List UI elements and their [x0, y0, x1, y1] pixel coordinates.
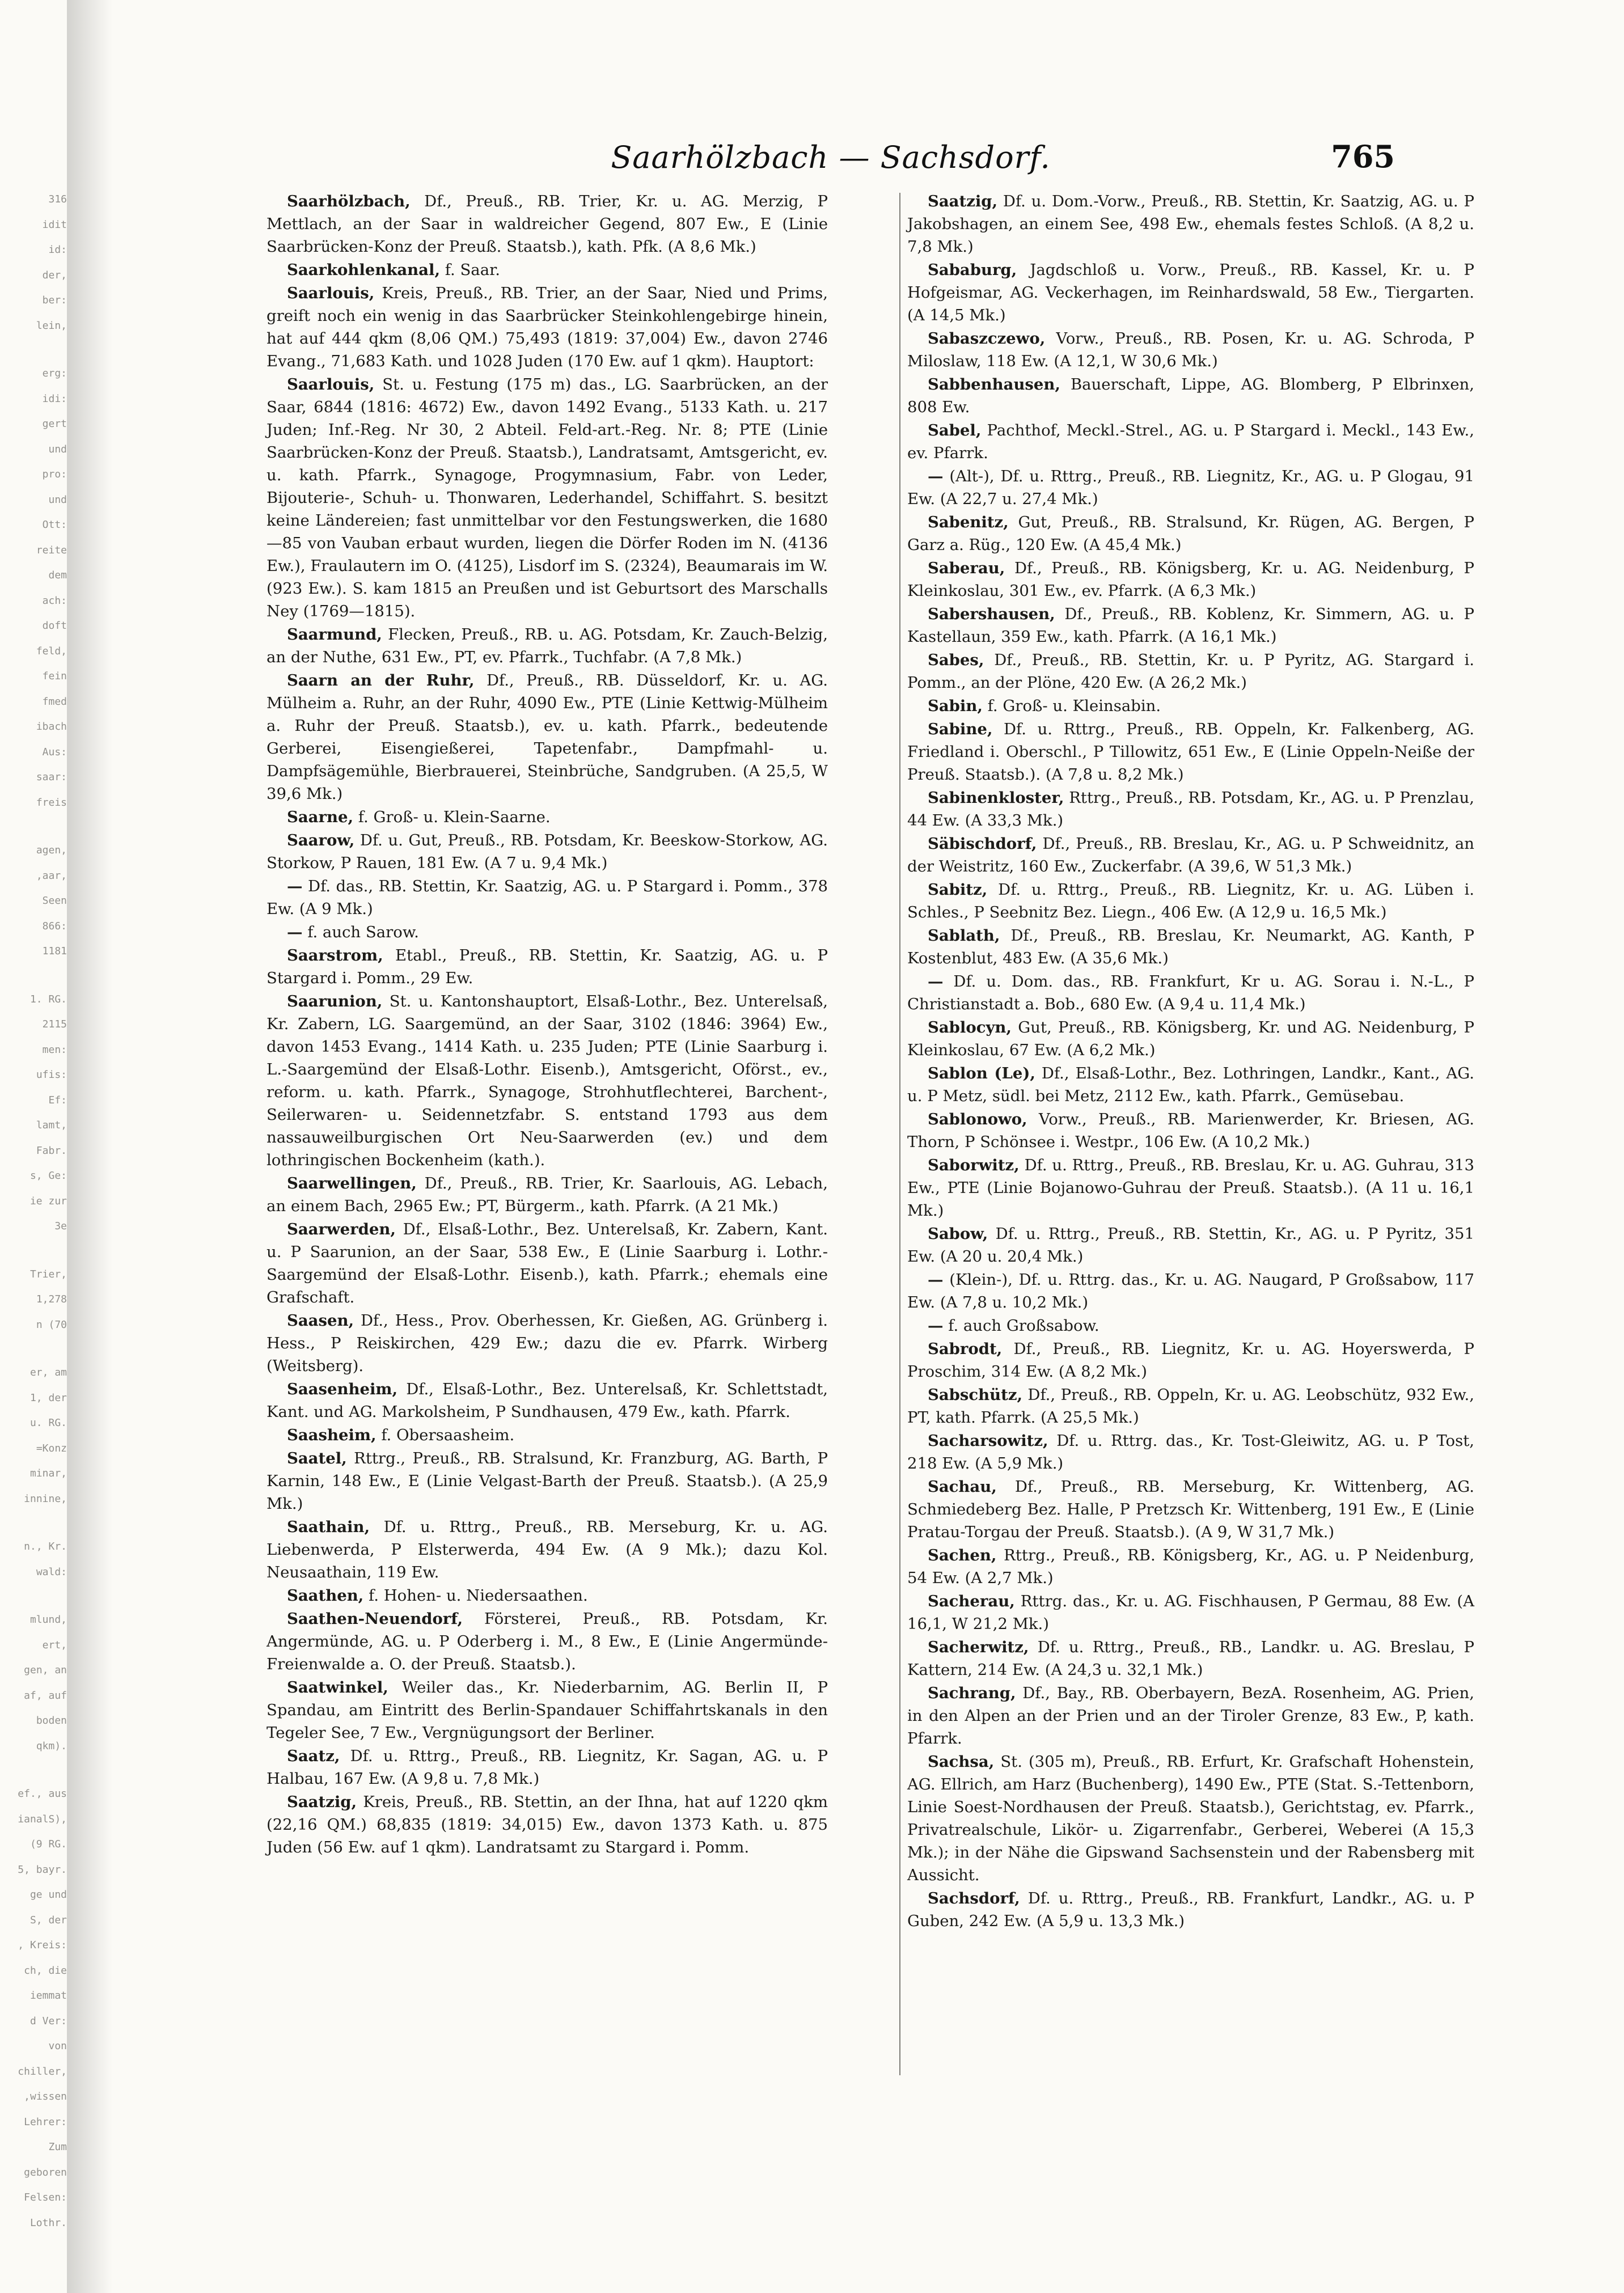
gazetteer-entry — [907, 649, 1474, 694]
entry-headword: Sabershausen, — [928, 605, 1055, 623]
margin-fragment: fein — [42, 670, 67, 682]
gazetteer-entry — [267, 259, 828, 281]
margin-fragment: d Ver: — [29, 2015, 67, 2027]
entry-headword: Saarne, — [287, 808, 354, 826]
gazetteer-entry — [907, 1108, 1474, 1153]
margin-fragment: doft — [42, 620, 67, 632]
margin-fragment: iemmat — [29, 1990, 67, 2002]
entry-headword: Saatzig, — [287, 1793, 357, 1811]
gazetteer-entry — [907, 832, 1474, 878]
gazetteer-entry — [907, 327, 1474, 373]
entry-text: f. Groß- u. Kleinsabin. — [982, 697, 1161, 715]
margin-fragment: Fabr. — [36, 1144, 67, 1157]
entry-text: Df., Elsaß-Lothr., Bez. Unterelsaß, Kr. Zabern, Kant. u. P Saarunion, an der Saar, 538 Ew., E (Linie Saarburg i. Lothr.-Saargemünd der Elsaß-Lothr. Eisenb.), kath. Pfarrk.; ehemals eine Grafschaft. — [267, 1220, 828, 1306]
entry-text: Df. u. Rttrg., Preuß., RB., Landkr. u. AG. Breslau, P Kattern, 214 Ew. (A 24,3 u. 32,1 Mk.) — [907, 1638, 1474, 1679]
margin-fragment: 316 — [48, 193, 67, 205]
gazetteer-entry — [267, 1218, 828, 1309]
margin-fragment: qkm). — [36, 1740, 67, 1752]
margin-fragment: freis — [36, 796, 67, 809]
entry-headword: Sachsdorf, — [928, 1889, 1020, 1907]
margin-fragment: ach: — [42, 594, 67, 607]
gazetteer-entry — [907, 465, 1474, 510]
entry-headword: Saatel, — [287, 1449, 347, 1467]
margin-fragment: Ott: — [42, 519, 67, 531]
gazetteer-entry — [907, 1475, 1474, 1543]
margin-fragment: s, Ge: — [29, 1170, 67, 1182]
margin-fragment: =Konz — [36, 1442, 67, 1454]
margin-fragment: 3e — [54, 1220, 67, 1232]
entry-text: Rttrg., Preuß., RB. Königsberg, Kr., AG. u. P Neidenburg, 54 Ew. (A 2,7 Mk.) — [907, 1546, 1474, 1587]
entry-headword: Sabes, — [928, 651, 984, 669]
margin-fragment: , Kreis: — [18, 1939, 67, 1951]
entry-text: Vorw., Preuß., RB. Posen, Kr. u. AG. Schroda, P Miloslaw, 118 Ew. (A 12,1, W 30,6 Mk.) — [907, 329, 1474, 370]
entry-headword: Sachsa, — [928, 1753, 995, 1771]
entry-text: Kreis, Preuß., RB. Trier, an der Saar, Nied und Prims, greift noch ein wenig in das Saarbrücker Steinkohlengebirge hinein, hat auf 444 qkm (8,06 QM.) 75,493 (1819: 37,004) Ew., davon 2746 Evang., 71,683 Kath. und 1028 Juden (170 Ew. auf 1 qkm). Hauptort: — [267, 284, 828, 370]
entry-headword: Saarlouis, — [287, 284, 375, 302]
gazetteer-entry — [267, 1447, 828, 1515]
entry-text: f. Saar. — [440, 261, 500, 279]
entry-headword: — — [287, 877, 303, 895]
entry-text: Rttrg. das., Kr. u. AG. Fischhausen, P Germau, 88 Ew. (A 16,1, W 21,2 Mk.) — [907, 1592, 1474, 1633]
entry-headword: Saathen, — [287, 1587, 364, 1605]
margin-fragment: feld, — [36, 645, 67, 657]
gazetteer-entry — [267, 1378, 828, 1423]
entry-headword: Säbischdorf, — [928, 835, 1037, 853]
margin-fragment: chiller, — [18, 2065, 67, 2078]
margin-fragment: men: — [42, 1043, 67, 1056]
entry-text: Gut, Preuß., RB. Königsberg, Kr. und AG. Neidenburg, P Kleinkoslau, 67 Ew. (A 6,2 Mk.) — [907, 1018, 1474, 1059]
entry-text: (Alt-), Df. u. Rttrg., Preuß., RB. Liegnitz, Kr., AG. u. P Glogau, 91 Ew. (A 22,7 u. 27,4 Mk.) — [907, 467, 1474, 508]
gazetteer-entry — [907, 1384, 1474, 1429]
gazetteer-entry — [907, 1154, 1474, 1222]
entry-text: Df. u. Rttrg., Preuß., RB. Oppeln, Kr. Falkenberg, AG. Friedland i. Oberschl., P Tillowitz, 651 Ew., E (Linie Oppeln-Neiße der Preuß. Staatsb.). (A 7,8 u. 8,2 Mk.) — [907, 720, 1474, 784]
entry-text: Df., Preuß., RB. Düsseldorf, Kr. u. AG. Mülheim a. Ruhr, an der Ruhr, 4090 Ew., PTE (Linie Kettwig-Mülheim a. Ruhr der Preuß. Staatsb.), ev. u. kath. Pfarrk., bedeutende Gerberei, Eisengießerei, Tapetenfabr., Dampfmahl- u. Dampfsägemühle, Bierbrauerei, Steinbrüche, Sandgruben. (A 25,5, W 39,6 Mk.) — [267, 671, 828, 803]
entry-headword: Saarstrom, — [287, 946, 383, 964]
margin-fragment — [0, 1338, 67, 1360]
entry-headword: Sablocyn, — [928, 1018, 1012, 1036]
margin-fragment — [0, 964, 67, 987]
entry-headword: — — [287, 923, 303, 941]
entry-headword: Saasen, — [287, 1312, 354, 1330]
entry-text: Df., Preuß., RB. Koblenz, Kr. Simmern, AG. u. P Kastellaun, 359 Ew., kath. Pfarrk. (A 16,1 Mk.) — [907, 605, 1474, 646]
entry-headword: Saasheim, — [287, 1426, 377, 1444]
entry-headword: Saarunion, — [287, 992, 383, 1010]
entry-headword: Sablath, — [928, 926, 1000, 945]
margin-fragment: ibach — [36, 721, 67, 733]
margin-fragment: Seen — [42, 895, 67, 907]
margin-fragment: u. RG. — [29, 1417, 67, 1429]
entry-headword: Sabschütz, — [928, 1386, 1023, 1404]
gazetteer-entry — [907, 259, 1474, 327]
entry-headword: Sabbenhausen, — [928, 375, 1060, 394]
entry-text: Df., Elsaß-Lothr., Bez. Unterelsaß, Kr. Schlettstadt, Kant. und AG. Markolsheim, P Sundhausen, 479 Ew., kath. Pfarrk. — [267, 1380, 828, 1421]
margin-fragment: ie zur — [29, 1195, 67, 1207]
entry-headword: Sabrodt, — [928, 1340, 1003, 1358]
margin-fragment: 1, der — [29, 1391, 67, 1404]
margin-fragment — [0, 1239, 67, 1262]
margin-fragment: 2115 — [42, 1018, 67, 1030]
running-head: Saarhölzbach — Sachsdorf. — [611, 139, 1051, 175]
gazetteer-entry — [267, 1791, 828, 1859]
entry-text: Gut, Preuß., RB. Stralsund, Kr. Rügen, AG. Bergen, P Garz a. Rüg., 120 Ew. (A 45,4 Mk.) — [907, 513, 1474, 554]
entry-text: Försterei, Preuß., RB. Potsdam, Kr. Angermünde, AG. u. P Oderberg i. M., 8 Ew., E (Linie Angermünde-Freienwalde a. O. der Preuß. Staatsb.). — [267, 1610, 828, 1673]
margin-fragment — [0, 1759, 67, 1782]
entry-headword: Saatwinkel, — [287, 1678, 388, 1697]
entry-headword: Sabine, — [928, 720, 993, 738]
margin-fragment: Ef: — [48, 1094, 67, 1106]
gazetteer-entry — [267, 1607, 828, 1676]
margin-fragment — [0, 339, 67, 361]
margin-fragment — [0, 1585, 67, 1607]
entry-text: Df. u. Dom.-Vorw., Preuß., RB. Stettin, Kr. Saatzig, AG. u. P Jakobshagen, an einem See, 498 Ew., ehemals festes Schloß. (A 8,2 u. 7,8 Mk.) — [907, 192, 1474, 256]
entry-text: Df., Preuß., RB. Trier, Kr. u. AG. Merzig, P Mettlach, an der Saar in waldreicher Gegend, 807 Ew., E (Linie Saarbrücken-Konz der Preuß. Staatsb.), kath. Pfk. (A 8,6 Mk.) — [267, 192, 828, 256]
entry-text: Df. u. Rttrg., Preuß., RB. Breslau, Kr. u. AG. Guhrau, 313 Ew., PTE (Linie Bojanowo-Guhrau der Preuß. Staatsb.). (A 11 u. 16,1 Mk.) — [907, 1156, 1474, 1220]
gazetteer-entry — [267, 1516, 828, 1584]
margin-fragment: 5, bayr. — [18, 1863, 67, 1876]
entry-headword: Saborwitz, — [928, 1156, 1020, 1174]
entry-headword: Saarhölzbach, — [287, 192, 411, 210]
entry-text: Df. das., RB. Stettin, Kr. Saatzig, AG. u. P Stargard i. Pomm., 378 Ew. (A 9 Mk.) — [267, 877, 828, 918]
margin-fragment: 1. RG. — [29, 993, 67, 1005]
entry-text: Df., Preuß., RB. Stettin, Kr. u. P Pyritz, AG. Stargard i. Pomm., an der Plöne, 420 Ew. (A 26,2 Mk.) — [907, 651, 1474, 692]
entry-text: Rttrg., Preuß., RB. Stralsund, Kr. Franzburg, AG. Barth, P Karnin, 148 Ew., E (Linie Velgast-Barth der Preuß. Staatsb.). (A 25,9 Mk.) — [267, 1449, 828, 1513]
gazetteer-entry — [907, 878, 1474, 924]
entry-text: Df., Elsaß-Lothr., Bez. Lothringen, Landkr., Kant., AG. u. P Metz, südl. bei Metz, 2112 Ew., kath. Pfarrk., Gemüsebau. — [907, 1064, 1474, 1105]
entry-headword: Saatz, — [287, 1747, 340, 1765]
gazetteer-entry — [907, 1544, 1474, 1589]
entry-text: Df., Preuß., RB. Liegnitz, Kr. u. AG. Hoyerswerda, P Proschim, 314 Ew. (A 8,2 Mk.) — [907, 1340, 1474, 1381]
entry-text: f. auch Großsabow. — [943, 1317, 1099, 1335]
gazetteer-entry — [267, 373, 828, 623]
gazetteer-entry — [907, 511, 1474, 556]
entry-text: f. Groß- u. Klein-Saarne. — [353, 808, 551, 826]
margin-fragment: Felsen: — [24, 2192, 67, 2203]
gutter-shadow — [67, 0, 112, 2293]
entry-headword: Sabaszczewo, — [928, 329, 1046, 348]
entry-headword: Sababurg, — [928, 261, 1017, 279]
margin-fragment: ufis: — [36, 1069, 67, 1081]
entry-headword: Sacharsowitz, — [928, 1432, 1048, 1450]
entry-headword: Sablonowo, — [928, 1110, 1027, 1128]
entry-headword: Sabow, — [928, 1225, 988, 1243]
entry-headword: Saarwellingen, — [287, 1174, 417, 1192]
gazetteer-entry — [907, 1636, 1474, 1681]
margin-fragment: Lehrer: — [24, 2116, 67, 2128]
margin-fragment: ert, — [42, 1639, 67, 1651]
margin-fragment: n (70 — [36, 1318, 67, 1331]
margin-fragment: 866: — [42, 920, 67, 932]
margin-fragment: geboren — [24, 2166, 67, 2178]
entry-text: Df., Bay., RB. Oberbayern, BezA. Rosenheim, AG. Prien, in den Alpen an der Prien und an der Tiroler Grenze, 83 Ew., P, kath. Pfarrk. — [907, 1684, 1474, 1748]
entry-text: f. Obersaasheim. — [376, 1426, 515, 1444]
margin-fragment: wald: — [36, 1566, 67, 1578]
entry-text: Df. u. Rttrg., Preuß., RB. Merseburg, Kr. u. AG. Liebenwerda, P Elsterwerda, 494 Ew. (A 9 Mk.); dazu Kol. Neusaathain, 119 Ew. — [267, 1518, 828, 1581]
margin-fragment: boden — [36, 1715, 67, 1727]
gazetteer-entry — [907, 718, 1474, 786]
margin-fragment: pro: — [42, 468, 67, 480]
gazetteer-entry — [267, 875, 828, 920]
entry-text: f. Hohen- u. Niedersaathen. — [363, 1587, 588, 1605]
entry-headword: Saasenheim, — [287, 1380, 398, 1398]
margin-fragment: ef., aus — [18, 1788, 67, 1800]
entry-headword: Saatzig, — [928, 192, 998, 210]
entry-text: Df., Preuß., RB. Königsberg, Kr. u. AG. Neidenburg, P Kleinkoslau, 301 Ew., ev. Pfarrk. (A 6,3 Mk.) — [907, 559, 1474, 600]
gazetteer-entry — [267, 921, 828, 944]
margin-fragment: von — [48, 2040, 67, 2052]
gazetteer-entry — [907, 557, 1474, 602]
entry-text: Df., Preuß., RB. Trier, Kr. Saarlouis, AG. Lebach, an einem Bach, 2965 Ew.; PT, Bürgerm., kath. Pfarrk. (A 21 Mk.) — [267, 1174, 828, 1215]
entry-headword: Sacherwitz, — [928, 1638, 1029, 1656]
entry-headword: Sachau, — [928, 1478, 997, 1496]
entry-text: Df., Preuß., RB. Oppeln, Kr. u. AG. Leobschütz, 932 Ew., PT, kath. Pfarrk. (A 25,5 Mk.) — [907, 1386, 1474, 1427]
entry-text: Df. u. Dom. das., RB. Frankfurt, Kr u. AG. Sorau i. N.-L., P Christianstadt a. Bob., 680 Ew. (A 9,4 u. 11,4 Mk.) — [907, 972, 1474, 1013]
gazetteer-entry — [907, 695, 1474, 717]
entry-headword: Saarmund, — [287, 625, 382, 644]
gazetteer-entry — [267, 1309, 828, 1377]
entry-text: Flecken, Preuß., RB. u. AG. Potsdam, Kr. Zauch-Belzig, an der Nuthe, 631 Ew., PT, ev. Pfarrk., Tuchfabr. (A 7,8 Mk.) — [267, 625, 828, 666]
margin-fragment: n., Kr. — [24, 1541, 67, 1552]
margin-fragment: erg: — [42, 367, 67, 379]
entry-text: f. auch Sarow. — [302, 923, 419, 941]
margin-fragment: id: — [48, 244, 67, 256]
entry-text: St. u. Kantonshauptort, Elsaß-Lothr., Bez. Unterelsaß, Kr. Zabern, LG. Saargemünd, an der Saar, 3102 (1846: 3964) Ew., davon 1453 Evang., 1414 Kath. u. 235 Juden; PTE (Linie Saarburg i. L.-Saargemünd der Elsaß-Lothr. Eisenb.), Amtsgericht, Oförst., ev., reform. u. kath. Pfarrk., Synagoge, Strohhutflechterei, Barchent-, Seilerwaren- u. Seidennetzfabr. S. entstand 1793 aus dem nassauweilburgischen Ort Neu-Saarwerden (ev.) und dem lothringischen Bockenheim (kath.). — [267, 992, 828, 1169]
entry-text: Df. u. Rttrg., Preuß., RB. Frankfurt, Landkr., AG. u. P Guben, 242 Ew. (A 5,9 u. 13,3 Mk.) — [907, 1889, 1474, 1930]
gazetteer-entry — [907, 419, 1474, 464]
gazetteer-entry — [267, 990, 828, 1171]
gazetteer-entry — [267, 806, 828, 828]
gazetteer-entry — [907, 970, 1474, 1016]
margin-fragment: minar, — [29, 1467, 67, 1479]
entry-headword: Sachen, — [928, 1546, 997, 1564]
entry-text: Jagdschloß u. Vorw., Preuß., RB. Kassel, Kr. u. P Hofgeismar, AG. Veckerhagen, im Reinhardswald, 58 Ew., Tiergarten. (A 14,5 Mk.) — [907, 261, 1474, 324]
entry-text: (Klein-), Df. u. Rttrg. das., Kr. u. AG. Naugard, P Großsabow, 117 Ew. (A 7,8 u. 10,2 Mk.) — [907, 1271, 1474, 1312]
margin-fragment: lamt, — [36, 1119, 67, 1131]
margin-fragment: reite — [36, 544, 67, 556]
gazetteer-entry — [907, 1062, 1474, 1107]
gazetteer-entry — [907, 1590, 1474, 1635]
margin-fragment: Trier, — [29, 1268, 67, 1280]
gazetteer-entry — [267, 1424, 828, 1446]
facing-page-margin — [0, 187, 67, 2229]
margin-fragment: idi: — [42, 392, 67, 405]
gazetteer-entry — [267, 1676, 828, 1744]
entry-text: Df. u. Rttrg., Preuß., RB. Liegnitz, Kr. Sagan, AG. u. P Halbau, 167 Ew. (A 9,8 u. 7,8 Mk.) — [267, 1747, 828, 1788]
entry-headword: Saarn an der Ruhr, — [287, 671, 475, 689]
margin-fragment: 1181 — [42, 945, 67, 957]
left-column — [267, 190, 828, 2192]
column-rule — [899, 193, 900, 2075]
entry-text: Bauerschaft, Lippe, AG. Blomberg, P Elbrinxen, 808 Ew. — [907, 375, 1474, 416]
entry-headword: Sabenitz, — [928, 513, 1009, 531]
gazetteer-entry — [907, 1429, 1474, 1475]
margin-fragment — [0, 815, 67, 838]
gazetteer-entry — [907, 1016, 1474, 1061]
entry-text: Df., Hess., Prov. Oberhessen, Kr. Gießen, AG. Grünberg i. Hess., P Reiskirchen, 429 Ew.; dazu die ev. Pfarrk. Wirberg (Weitsberg). — [267, 1312, 828, 1375]
margin-fragment: gen, an — [24, 1664, 67, 1676]
entry-headword: Sabel, — [928, 421, 982, 439]
gazetteer-entry — [267, 1584, 828, 1607]
gazetteer-entry — [267, 669, 828, 805]
entry-text: Df. u. Gut, Preuß., RB. Potsdam, Kr. Beeskow-Storkow, AG. Storkow, P Rauen, 181 Ew. (A 7 u. 9,4 Mk.) — [267, 831, 828, 872]
entry-text: Etabl., Preuß., RB. Stettin, Kr. Saatzig, AG. u. P Stargard i. Pomm., 29 Ew. — [267, 946, 828, 987]
entry-headword: Sablon (Le), — [928, 1064, 1035, 1082]
margin-fragment: ge und — [29, 1889, 67, 1901]
gazetteer-entry — [907, 1314, 1474, 1337]
margin-fragment: Lothr. — [29, 2216, 67, 2229]
margin-fragment: er, am — [29, 1367, 67, 1378]
margin-fragment: ber: — [42, 294, 67, 306]
entry-text: Kreis, Preuß., RB. Stettin, an der Ihna, hat auf 1220 qkm (22,16 QM.) 68,835 (1819: 34,015) Ew., davon 1373 Kath. u. 875 Juden (56 Ew. auf 1 qkm). Landratsamt zu Stargard i. Pomm. — [267, 1793, 828, 1856]
margin-fragment: ,aar, — [36, 869, 67, 882]
margin-fragment: ianalS), — [18, 1813, 67, 1825]
page-header — [267, 138, 1395, 184]
entry-headword: Sabitz, — [928, 881, 988, 899]
gazetteer-entry — [267, 190, 828, 258]
entry-headword: Sachrang, — [928, 1684, 1016, 1702]
margin-fragment: af, auf — [24, 1689, 67, 1702]
page-number: 765 — [1331, 138, 1395, 175]
entry-text: Vorw., Preuß., RB. Marienwerder, Kr. Briesen, AG. Thorn, P Schönsee i. Westpr., 106 Ew. (A 10,2 Mk.) — [907, 1110, 1474, 1151]
margin-fragment: S, der — [29, 1914, 67, 1926]
margin-fragment: (9 RG. — [29, 1838, 67, 1850]
entry-headword: Saarow, — [287, 831, 355, 849]
gazetteer-entry — [267, 944, 828, 989]
margin-fragment: und — [48, 493, 67, 506]
margin-fragment: agen, — [36, 844, 67, 856]
gazetteer-entry — [907, 373, 1474, 418]
gazetteer-entry — [907, 1338, 1474, 1383]
entry-headword: — — [928, 972, 944, 991]
entry-text: Df. u. Rttrg., Preuß., RB. Stettin, Kr., AG. u. P Pyritz, 351 Ew. (A 20 u. 20,4 Mk.) — [907, 1225, 1474, 1266]
gazetteer-entry — [907, 924, 1474, 970]
margin-fragment: der, — [42, 269, 67, 281]
entry-text: Df. u. Rttrg. das., Kr. Tost-Gleiwitz, AG. u. P Tost, 218 Ew. (A 5,9 Mk.) — [907, 1432, 1474, 1473]
entry-text: Df., Preuß., RB. Merseburg, Kr. Wittenberg, AG. Schmiedeberg Bez. Halle, P Pretzsch Kr. Wittenberg, 191 Ew., E (Linie Pratau-Torgau der Preuß. Staatsb.). (A 9, W 31,7 Mk.) — [907, 1478, 1474, 1541]
right-column — [907, 190, 1474, 2192]
gazetteer-entry — [267, 623, 828, 669]
gazetteer-entry — [267, 1172, 828, 1217]
entry-text: Df. u. Rttrg., Preuß., RB. Liegnitz, Kr. u. AG. Lüben i. Schles., P Seebnitz Bez. Liegn., 406 Ew. (A 12,9 u. 16,5 Mk.) — [907, 881, 1474, 921]
margin-fragment: mlund, — [29, 1614, 67, 1626]
gazetteer-entry — [907, 1682, 1474, 1750]
margin-fragment: ,wissen — [24, 2091, 67, 2102]
margin-fragment: ch, die — [24, 1964, 67, 1977]
margin-fragment: dem — [48, 569, 67, 581]
margin-fragment: fmed — [42, 695, 67, 708]
gazetteer-entry — [267, 282, 828, 373]
entry-text: Df., Preuß., RB. Breslau, Kr., AG. u. P Schweidnitz, an der Weistritz, 160 Ew., Zuckerfabr. (A 39,6, W 51,3 Mk.) — [907, 835, 1474, 875]
entry-headword: Saathain, — [287, 1518, 370, 1536]
entry-headword: Sabinenkloster, — [928, 789, 1064, 807]
margin-fragment: 1,278 — [36, 1293, 67, 1305]
entry-text: St. (305 m), Preuß., RB. Erfurt, Kr. Grafschaft Hohenstein, AG. Ellrich, am Harz (Buchenberg), 1490 Ew., PTE (Stat. S.-Tettenborn, Linie Soest-Nordhausen der Preuß. Staatsb.), Gerichtstag, ev. Pfarrk., Privatrealschule, Likör- u. Zigarrenfabr., Gerberei, Weberei (A 15,3 Mk.); in der Nähe die Gipswand Sachsenstein und der Rabensberg mit Aussicht. — [907, 1753, 1474, 1884]
gazetteer-entry — [907, 603, 1474, 648]
gazetteer-entry — [267, 829, 828, 874]
entry-text: Pachthof, Meckl.-Strel., AG. u. P Stargard i. Meckl., 143 Ew., ev. Pfarrk. — [907, 421, 1474, 462]
entry-text: Df., Preuß., RB. Breslau, Kr. Neumarkt, AG. Kanth, P Kostenblut, 483 Ew. (A 35,6 Mk.) — [907, 926, 1474, 967]
gazetteer-entry — [907, 1222, 1474, 1268]
margin-fragment: Aus: — [42, 746, 67, 758]
entry-headword: — — [928, 1317, 944, 1335]
gazetteer-entry — [907, 190, 1474, 258]
entry-headword: Saberau, — [928, 559, 1005, 577]
margin-fragment: und — [48, 443, 67, 455]
gazetteer-entry — [907, 1887, 1474, 1932]
margin-fragment: Zum — [48, 2141, 67, 2153]
entry-headword: Sabin, — [928, 697, 983, 715]
entry-headword: Saarlouis, — [287, 375, 375, 394]
entry-text: Weiler das., Kr. Niederbarnim, AG. Berlin II, P Spandau, am Eintritt des Berlin-Spandauer Schiffahrtskanals in den Tegeler See, 7 Ew., Vergnügungsort der Berliner. — [267, 1678, 828, 1742]
margin-fragment: lein, — [36, 319, 67, 332]
entry-headword: — — [928, 467, 944, 485]
margin-fragment: idit — [42, 218, 67, 231]
gazetteer-entry — [907, 1750, 1474, 1886]
entry-headword: Sacherau, — [928, 1592, 1015, 1610]
entry-text: St. u. Festung (175 m) das., LG. Saarbrücken, an der Saar, 6844 (1816: 4672) Ew., davon 1492 Evang., 5133 Kath. u. 217 Juden; Inf.-Reg. Nr 30, 2 Abteil. Feld-art.-Reg. Nr. 8; PTE (Linie Saarbrücken-Konz der Preuß. Staatsb.), Landratsamt, Amtsgericht, ev. u. kath. Pfarrk., Synagoge, Progymnasium, Fabr. von Leder, Bijouterie-, Schuh- u. Thonwaren, Lederhandel, Schiffahrt. S. besitzt keine Ländereien; fast unmittelbar vor den Festungswerken, die 1680—85 von Vauban erbaut wurden, liegen die Dörfer Roden im N. (4136 Ew.), Fraulautern im O. (4125), Lisdorf im S. (2324), Beaumarais im W. (923 Ew.). S. kam 1815 an Preußen und ist Geburtsort des Marschalls Ney (1769—1815). — [267, 375, 828, 620]
entry-headword: Saathen-Neuendorf, — [287, 1610, 463, 1628]
entry-headword: Saarwerden, — [287, 1220, 396, 1238]
margin-fragment — [0, 1512, 67, 1534]
gazetteer-entry — [907, 786, 1474, 832]
margin-fragment: innine, — [24, 1492, 67, 1505]
entry-text: Rttrg., Preuß., RB. Potsdam, Kr., AG. u. P Prenzlau, 44 Ew. (A 33,3 Mk.) — [907, 789, 1474, 830]
entry-headword: Saarkohlenkanal, — [287, 261, 441, 279]
gazetteer-entry — [907, 1268, 1474, 1314]
entry-headword: — — [928, 1271, 944, 1289]
gazetteer-entry — [267, 1745, 828, 1790]
margin-fragment: gert — [42, 418, 67, 430]
margin-fragment: saar: — [36, 771, 67, 783]
